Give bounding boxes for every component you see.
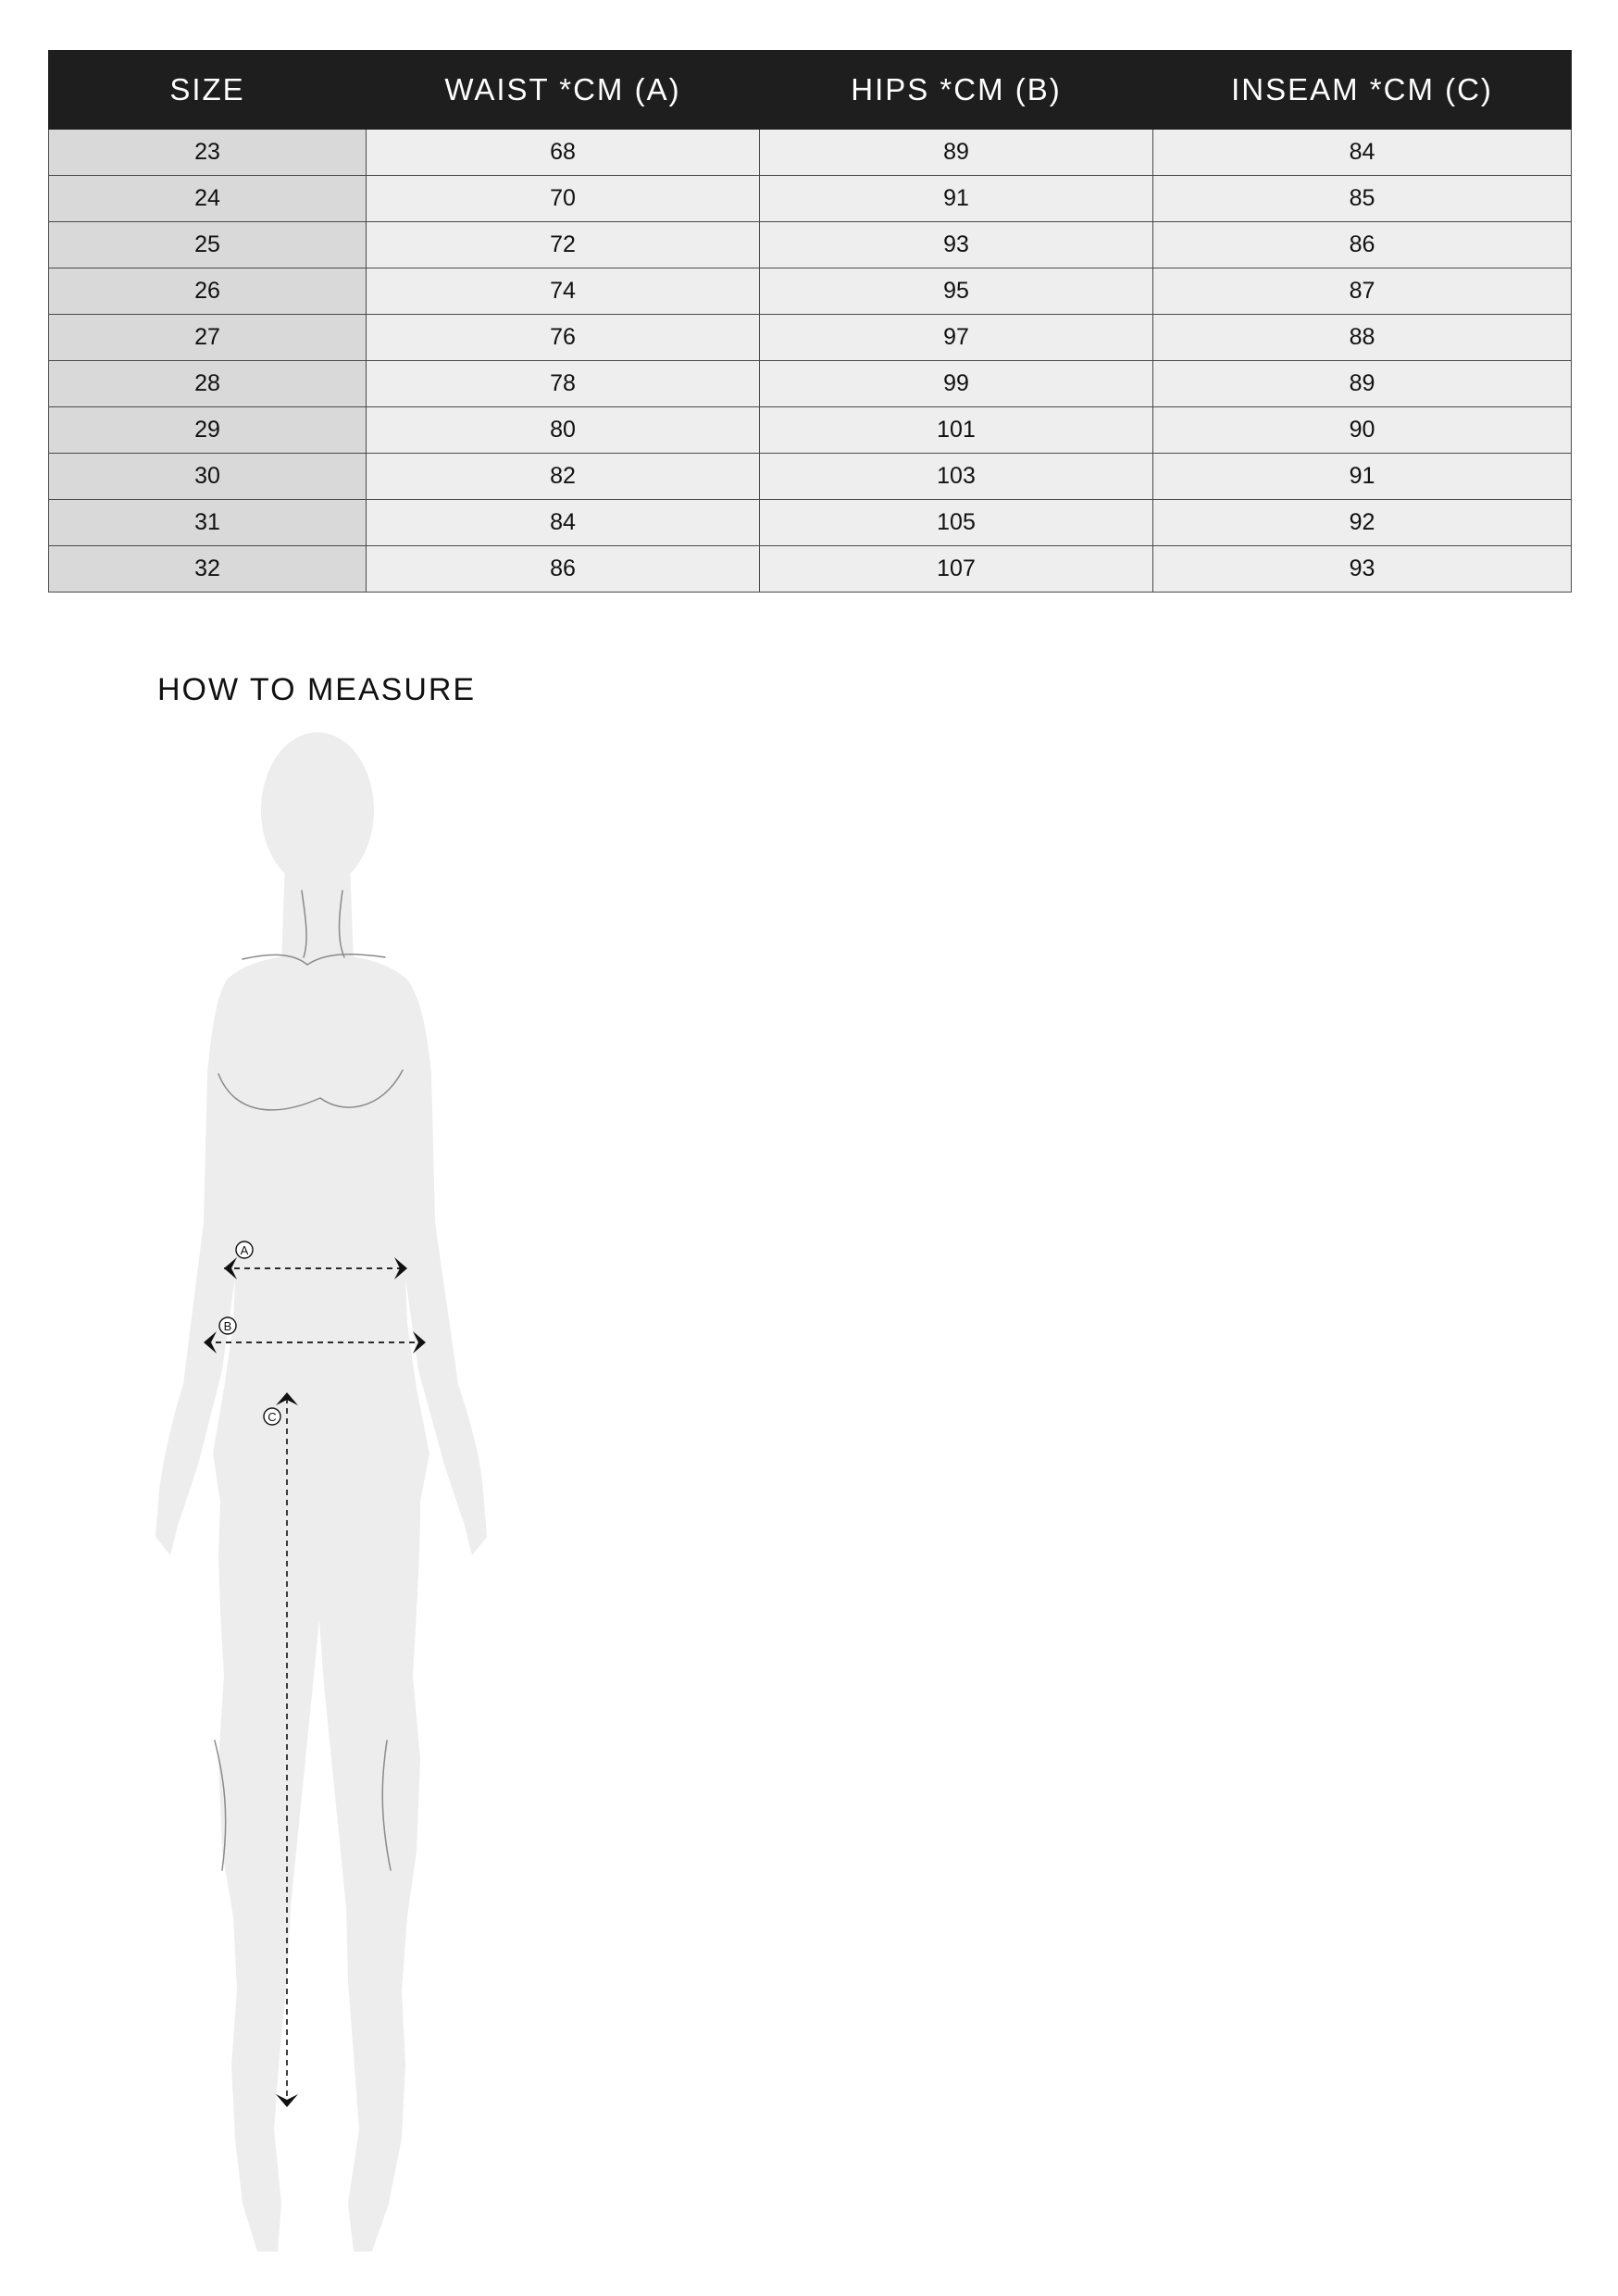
inseam-cell: 89 — [1153, 361, 1572, 407]
hips-cell: 97 — [760, 315, 1153, 361]
measurement-figure-illustration — [139, 722, 491, 2259]
waist-cell: 68 — [367, 130, 760, 176]
hips-cell: 91 — [760, 176, 1153, 222]
size-cell: 25 — [49, 222, 367, 268]
hips-cell: 105 — [760, 500, 1153, 546]
waist-cell: 78 — [367, 361, 760, 407]
waist-cell: 70 — [367, 176, 760, 222]
hips-cell: 95 — [760, 268, 1153, 315]
size-cell: 26 — [49, 268, 367, 315]
size-cell: 28 — [49, 361, 367, 407]
size-cell: 27 — [49, 315, 367, 361]
table-row — [49, 454, 1572, 500]
table-row — [49, 361, 1572, 407]
waist-cell: 82 — [367, 454, 760, 500]
waist-cell: 74 — [367, 268, 760, 315]
table-row — [49, 500, 1572, 546]
waist-cell: 86 — [367, 546, 760, 593]
inseam-cell: 84 — [1153, 130, 1572, 176]
hips-cell: 99 — [760, 361, 1153, 407]
inseam-cell: 86 — [1153, 222, 1572, 268]
table-row — [49, 176, 1572, 222]
table-row — [49, 222, 1572, 268]
marker-b-label: B — [223, 1319, 232, 1333]
waist-cell: 84 — [367, 500, 760, 546]
table-row — [49, 546, 1572, 593]
header-inseam: INSEAM *CM (C) — [1153, 51, 1572, 130]
marker-c-label: C — [268, 1410, 277, 1424]
table-row — [49, 268, 1572, 315]
header-size: SIZE — [49, 51, 367, 130]
table-row — [49, 407, 1572, 454]
inseam-cell: 87 — [1153, 268, 1572, 315]
hips-cell: 103 — [760, 454, 1153, 500]
size-cell: 32 — [49, 546, 367, 593]
hips-cell: 101 — [760, 407, 1153, 454]
figure-torso — [156, 955, 487, 2252]
inseam-cell: 88 — [1153, 315, 1572, 361]
table-row — [49, 315, 1572, 361]
waist-cell: 76 — [367, 315, 760, 361]
hips-cell: 107 — [760, 546, 1153, 593]
inseam-cell: 92 — [1153, 500, 1572, 546]
header-waist: WAIST *CM (A) — [367, 51, 760, 130]
inseam-cell: 93 — [1153, 546, 1572, 593]
table-header-row — [49, 51, 1572, 130]
waist-cell: 80 — [367, 407, 760, 454]
size-cell: 24 — [49, 176, 367, 222]
arrow-down-icon — [276, 2094, 298, 2107]
figure-neck — [281, 861, 354, 965]
how-to-measure-title: HOW TO MEASURE — [157, 672, 477, 707]
inseam-cell: 90 — [1153, 407, 1572, 454]
hips-cell: 93 — [760, 222, 1153, 268]
table-row — [49, 130, 1572, 176]
inseam-cell: 91 — [1153, 454, 1572, 500]
size-cell: 31 — [49, 500, 367, 546]
size-cell: 23 — [49, 130, 367, 176]
table-body — [49, 130, 1572, 593]
inseam-cell: 85 — [1153, 176, 1572, 222]
waist-cell: 72 — [367, 222, 760, 268]
size-cell: 30 — [49, 454, 367, 500]
header-hips: HIPS *CM (B) — [760, 51, 1153, 130]
hips-cell: 89 — [760, 130, 1153, 176]
size-cell: 29 — [49, 407, 367, 454]
size-chart-table — [48, 50, 1572, 593]
marker-a-label: A — [240, 1243, 249, 1257]
